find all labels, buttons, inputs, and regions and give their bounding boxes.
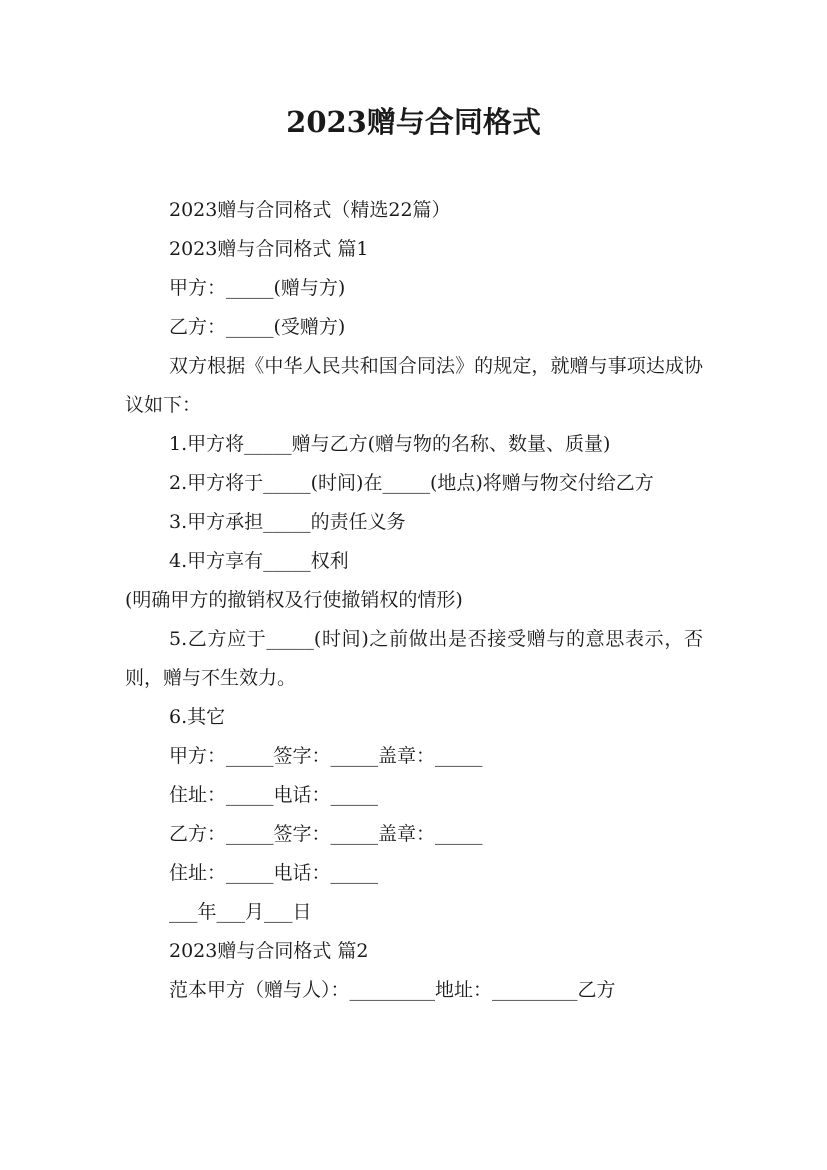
party-a-address-line: 住址：_____电话：_____ [169,784,379,806]
clause-1: 1.甲方将_____赠与乙方(赠与物的名称、数量、质量) [169,433,611,455]
document-body [125,191,703,1010]
clause-5: 5.乙方应于_____(时间)之前做出是否接受赠与的意思表示，否则，赠与不生效力。 [125,628,703,689]
clause-2: 2.甲方将于_____(时间)在_____(地点)将赠与物交付给乙方 [169,472,654,494]
section-heading-1: 2023赠与合同格式 篇1 [169,238,369,260]
party-b-line: 乙方：_____(受赠方) [169,316,346,338]
party-a-line: 甲方：_____(赠与方) [169,277,346,299]
section-heading-2: 2023赠与合同格式 篇2 [169,940,369,962]
clause-4: 4.甲方享有_____权利 [169,550,349,572]
party-a-signature-line: 甲方：_____签字：_____盖章：_____ [169,745,483,767]
clause-3: 3.甲方承担_____的责任义务 [169,511,406,533]
template-party-line: 范本甲方（赠与人）：_________地址：_________乙方 [169,979,616,1001]
paragraph-intro: 2023赠与合同格式（精选22篇） [169,199,451,221]
document-title: 2023赠与合同格式 [286,105,541,139]
party-b-signature-line: 乙方：_____签字：_____盖章：_____ [169,823,483,845]
party-b-address-line: 住址：_____电话：_____ [169,862,379,884]
agreement-preamble: 双方根据《中华人民共和国合同法》的规定，就赠与事项达成协议如下： [125,355,703,416]
clause-4-note: (明确甲方的撤销权及行使撤销权的情形) [125,589,463,611]
date-line: ___年___月___日 [169,901,312,923]
clause-6: 6.其它 [169,706,226,728]
